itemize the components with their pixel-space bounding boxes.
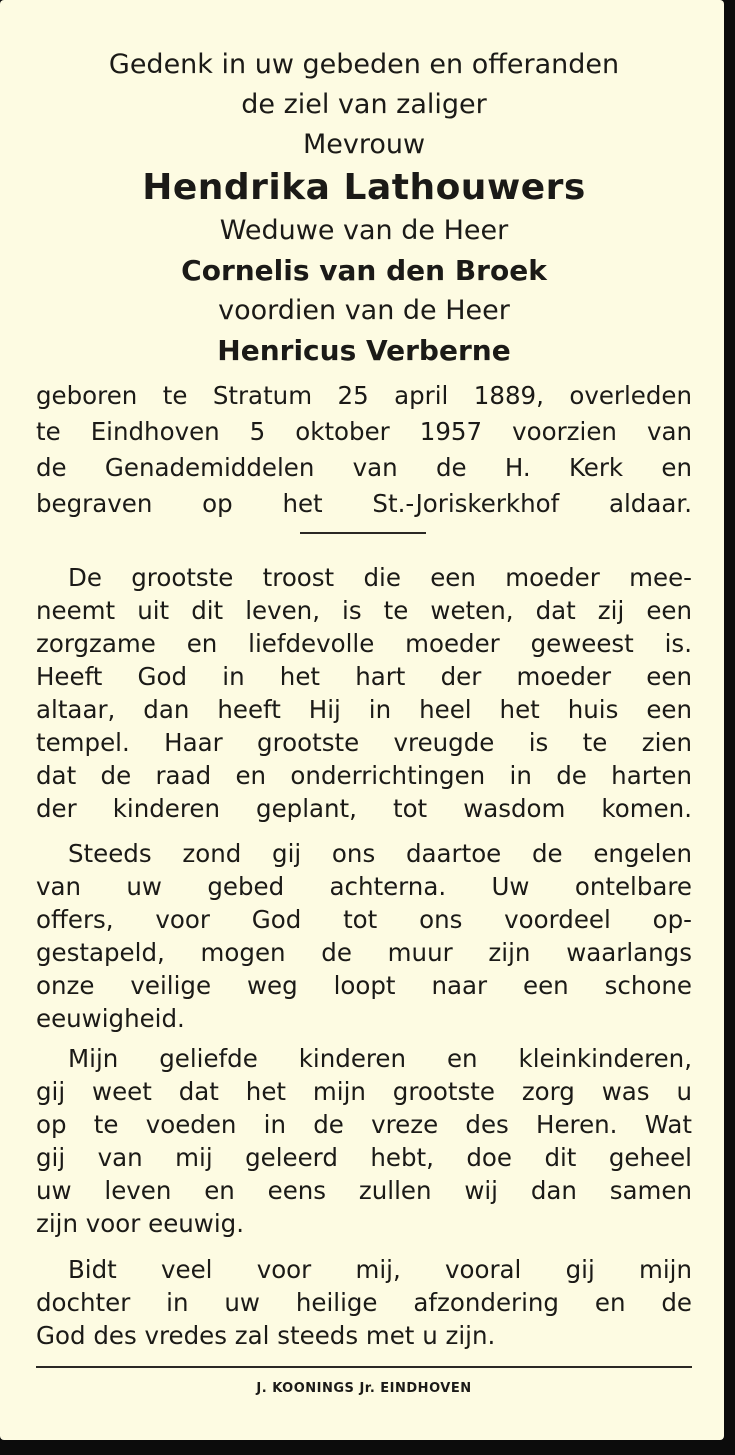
formerly-line: voordien van de Heer	[218, 295, 510, 326]
divider-short	[300, 532, 426, 534]
deceased-name: Hendrika Lathouwers	[142, 167, 586, 208]
text-line: dochter in uw heilige afzondering en de	[36, 1288, 692, 1317]
husband-name-2: Henricus Verberne	[217, 334, 511, 367]
divider-long	[36, 1366, 692, 1368]
text-line: zijn voor eeuwig.	[36, 1209, 244, 1238]
text-line: Steeds zond gij ons daartoe de engelen	[68, 839, 692, 868]
text-line: gij weet dat het mijn grootste zorg was u	[36, 1077, 692, 1106]
text-line: Heeft God in het hart der moeder een	[36, 662, 692, 691]
bio-line: de Genademiddelen van de H. Kerk en	[36, 453, 692, 482]
text-line: neemt uit dit leven, is te weten, dat zij een	[36, 596, 692, 625]
text-line: op te voeden in de vreze des Heren. Wat	[36, 1110, 692, 1139]
paragraph-2	[36, 837, 692, 1035]
remembrance-line: Gedenk in uw gebeden en offeranden	[108, 49, 620, 80]
bio-line: begraven op het St.-Joriskerkhof aldaar.	[36, 489, 692, 518]
text-line: God des vredes zal steeds met u zijn.	[36, 1321, 496, 1350]
text-line: gij van mij geleerd hebt, doe dit geheel	[36, 1143, 692, 1172]
husband-name-1: Cornelis van den Broek	[181, 254, 547, 287]
text-line: Mijn geliefde kinderen en kleinkinderen,	[68, 1044, 692, 1073]
paragraph-3	[36, 1042, 692, 1240]
text-line: dat de raad en onderrichtingen in de harten	[36, 761, 692, 790]
card-header	[36, 45, 692, 371]
text-line: altaar, dan heeft Hij in heel het huis een	[36, 695, 692, 724]
text-line: De grootste troost die een moeder mee-	[68, 563, 692, 592]
text-line: der kinderen geplant, tot wasdom komen.	[36, 794, 692, 823]
bio-line: te Eindhoven 5 oktober 1957 voorzien van	[36, 417, 692, 446]
text-line: van uw gebed achterna. Uw ontelbare	[36, 872, 692, 901]
text-line: Bidt veel voor mij, vooral gij mijn	[68, 1255, 692, 1284]
text-line: onze veilige weg loopt naar een schone	[36, 971, 692, 1000]
printer-imprint: J. KOONINGS Jr. EINDHOVEN	[256, 1381, 472, 1396]
soul-line: de ziel van zaliger	[241, 89, 487, 120]
text-line: uw leven en eens zullen wij dan samen	[36, 1176, 692, 1205]
text-line: offers, voor God tot ons voordeel op-	[36, 905, 692, 934]
text-line: eeuwigheid.	[36, 1004, 185, 1033]
paragraph-4	[36, 1253, 692, 1352]
title-line: Mevrouw	[302, 129, 426, 160]
text-line: zorgzame en liefdevolle moeder geweest is.	[36, 629, 692, 658]
biography	[36, 378, 692, 522]
paragraph-1	[36, 561, 692, 825]
widow-line: Weduwe van de Heer	[219, 215, 509, 246]
text-line: gestapeld, mogen de muur zijn waarlangs	[36, 938, 692, 967]
text-line: tempel. Haar grootste vreugde is te zien	[36, 728, 692, 757]
bio-line: geboren te Stratum 25 april 1889, overleden	[36, 381, 692, 410]
